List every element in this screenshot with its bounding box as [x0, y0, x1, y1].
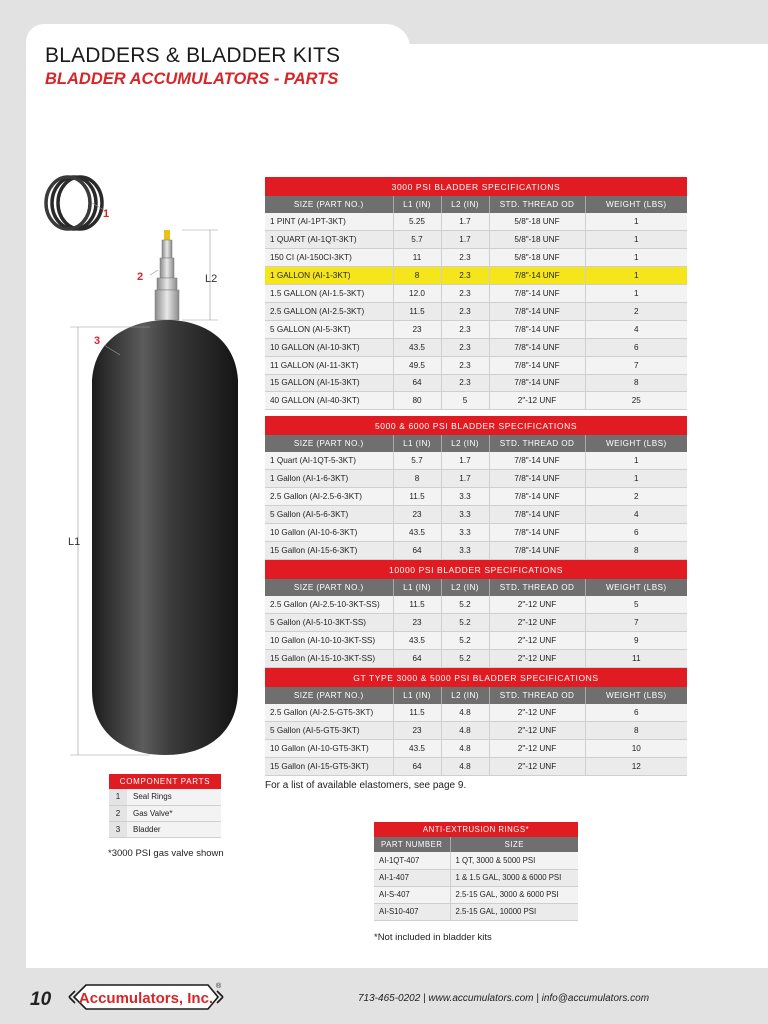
- table-cell: 4.8: [441, 704, 489, 722]
- table-cell: 10 Gallon (AI-10-6-3KT): [265, 524, 393, 542]
- column-header: SIZE: [450, 837, 578, 852]
- table-cell: 2"-12 UNF: [489, 632, 585, 650]
- table-row: [265, 374, 687, 392]
- table-cell: 5.25: [393, 213, 441, 231]
- spec-table-title: GT TYPE 3000 & 5000 PSI BLADDER SPECIFICATIONS: [265, 668, 687, 687]
- table-row: [265, 356, 687, 374]
- page-title: BLADDERS & BLADDER KITS: [45, 44, 341, 67]
- table-cell: 7/8"-14 UNF: [489, 374, 585, 392]
- table-row: [265, 452, 687, 470]
- table-cell: 7/8"-14 UNF: [489, 356, 585, 374]
- table-cell: 1 PINT (AI-1PT-3KT): [265, 213, 393, 231]
- column-header: L1 (IN): [393, 579, 441, 596]
- spec-table-title: 5000 & 6000 PSI BLADDER SPECIFICATIONS: [265, 416, 687, 435]
- component-parts-title: COMPONENT PARTS: [109, 774, 221, 789]
- table-row: [265, 704, 687, 722]
- table-cell: 1.7: [441, 470, 489, 488]
- table-cell: 7/8"-14 UNF: [489, 302, 585, 320]
- table-row: [265, 650, 687, 668]
- table-cell: 1.5 GALLON (AI-1.5-3KT): [265, 285, 393, 303]
- callout-2: 2: [137, 271, 144, 283]
- table-cell: 64: [393, 541, 441, 559]
- bladder-icon: [92, 320, 238, 755]
- table-row: [265, 596, 687, 614]
- table-cell: 5/8"-18 UNF: [489, 213, 585, 231]
- table-cell: 5/8"-18 UNF: [489, 231, 585, 249]
- table-cell: 64: [393, 374, 441, 392]
- part-number-cell: AI-S10-407: [374, 903, 450, 920]
- table-cell: 64: [393, 758, 441, 776]
- registered-mark: ®: [216, 983, 222, 990]
- table-cell: 7: [585, 356, 687, 374]
- table-cell: 12: [585, 758, 687, 776]
- table-cell: 2.3: [441, 320, 489, 338]
- table-cell: 8: [585, 374, 687, 392]
- table-cell: 150 CI (AI-150CI-3KT): [265, 249, 393, 267]
- table-cell: 5 GALLON (AI-5-3KT): [265, 320, 393, 338]
- table-cell: 2.5 Gallon (AI-2.5-6-3KT): [265, 488, 393, 506]
- table-cell: 4: [585, 506, 687, 524]
- table-cell: 7/8"-14 UNF: [489, 506, 585, 524]
- table-row: [374, 903, 578, 920]
- table-cell: 15 GALLON (AI-15-3KT): [265, 374, 393, 392]
- table-cell: 5 Gallon (AI-5-GT5-3KT): [265, 722, 393, 740]
- table-cell: 2.5 Gallon (AI-2.5-10-3KT-SS): [265, 596, 393, 614]
- table-cell: 4.8: [441, 740, 489, 758]
- table-row: [265, 392, 687, 410]
- table-cell: 2.3: [441, 356, 489, 374]
- table-cell: 3.3: [441, 541, 489, 559]
- component-label: Bladder: [127, 821, 221, 837]
- table-cell: 6: [585, 338, 687, 356]
- component-label: Gas Valve*: [127, 805, 221, 821]
- table-cell: 1.7: [441, 231, 489, 249]
- table-cell: 43.5: [393, 524, 441, 542]
- table-cell: 2.3: [441, 338, 489, 356]
- table-cell: 8: [585, 541, 687, 559]
- table-cell: 1: [585, 285, 687, 303]
- table-cell: 43.5: [393, 740, 441, 758]
- table-row: [265, 231, 687, 249]
- table-cell: 8: [393, 470, 441, 488]
- spec-table-title: 10000 PSI BLADDER SPECIFICATIONS: [265, 560, 687, 579]
- table-cell: 7/8"-14 UNF: [489, 267, 585, 285]
- table-cell: 11.5: [393, 488, 441, 506]
- table-cell: 5 Gallon (AI-5-6-3KT): [265, 506, 393, 524]
- dim-label-l1: L1: [68, 536, 81, 548]
- table-cell: 2.3: [441, 302, 489, 320]
- table-cell: 5.2: [441, 632, 489, 650]
- table-cell: 10 Gallon (AI-10-10-3KT-SS): [265, 632, 393, 650]
- table-cell: 40 GALLON (AI-40-3KT): [265, 392, 393, 410]
- table-cell: 5.2: [441, 650, 489, 668]
- table-row: [265, 320, 687, 338]
- table-cell: 2: [585, 302, 687, 320]
- footer-contact: 713-465-0202 | www.accumulators.com | info@accumulators.com: [358, 993, 650, 1004]
- anti-extrusion-table: [374, 822, 578, 921]
- table-cell: 7/8"-14 UNF: [489, 452, 585, 470]
- callout-1: 1: [103, 208, 110, 220]
- column-header: L2 (IN): [441, 196, 489, 213]
- table-cell: 1: [585, 452, 687, 470]
- column-header: L1 (IN): [393, 196, 441, 213]
- table-cell: 43.5: [393, 338, 441, 356]
- table-cell: 3.3: [441, 488, 489, 506]
- table-row: [265, 267, 687, 285]
- table-cell: 11: [585, 650, 687, 668]
- logo-text: Accumulators, Inc.: [78, 990, 214, 1007]
- table-cell: 9: [585, 632, 687, 650]
- table-cell: 64: [393, 650, 441, 668]
- column-header: STD. THREAD OD: [489, 579, 585, 596]
- component-num: 2: [109, 805, 127, 821]
- table-cell: 1 GALLON (AI-1-3KT): [265, 267, 393, 285]
- table-cell: 4.8: [441, 722, 489, 740]
- table-cell: 11.5: [393, 302, 441, 320]
- table-cell: 7/8"-14 UNF: [489, 320, 585, 338]
- table-cell: 5: [585, 596, 687, 614]
- table-cell: 11 GALLON (AI-11-3KT): [265, 356, 393, 374]
- spec-table: [265, 177, 687, 410]
- table-cell: 6: [585, 704, 687, 722]
- table-cell: 2"-12 UNF: [489, 740, 585, 758]
- table-cell: 10: [585, 740, 687, 758]
- table-cell: 5.2: [441, 596, 489, 614]
- table-cell: 5: [441, 392, 489, 410]
- table-cell: 2"-12 UNF: [489, 650, 585, 668]
- table-cell: 2.5 Gallon (AI-2.5-GT5-3KT): [265, 704, 393, 722]
- table-cell: 6: [585, 524, 687, 542]
- table-cell: 8: [393, 267, 441, 285]
- page-subtitle: BLADDER ACCUMULATORS - PARTS: [45, 70, 339, 88]
- table-row: [109, 805, 221, 821]
- table-row: [374, 886, 578, 903]
- table-cell: 3.3: [441, 524, 489, 542]
- size-cell: 2.5-15 GAL, 3000 & 6000 PSI: [450, 886, 578, 903]
- table-cell: 7/8"-14 UNF: [489, 470, 585, 488]
- table-cell: 1.7: [441, 452, 489, 470]
- table-cell: 2"-12 UNF: [489, 758, 585, 776]
- table-cell: 1: [585, 213, 687, 231]
- table-cell: 2.3: [441, 285, 489, 303]
- table-row: [265, 524, 687, 542]
- column-header: WEIGHT (LBS): [585, 196, 687, 213]
- table-cell: 15 Gallon (AI-15-10-3KT-SS): [265, 650, 393, 668]
- table-cell: 23: [393, 506, 441, 524]
- table-cell: 49.5: [393, 356, 441, 374]
- table-row: [265, 541, 687, 559]
- table-cell: 80: [393, 392, 441, 410]
- component-num: 3: [109, 821, 127, 837]
- table-cell: 10 Gallon (AI-10-GT5-3KT): [265, 740, 393, 758]
- dim-label-l2: L2: [205, 273, 218, 285]
- company-logo: [66, 980, 226, 1014]
- table-cell: 11: [393, 249, 441, 267]
- table-cell: 1: [585, 267, 687, 285]
- column-header: L2 (IN): [441, 579, 489, 596]
- column-header: L1 (IN): [393, 687, 441, 704]
- table-cell: 7/8"-14 UNF: [489, 541, 585, 559]
- bladder-diagram: [30, 170, 265, 770]
- table-cell: 2: [585, 488, 687, 506]
- table-cell: 1 Quart (AI-1QT-5-3KT): [265, 452, 393, 470]
- table-row: [265, 470, 687, 488]
- table-cell: 2"-12 UNF: [489, 704, 585, 722]
- size-cell: 2.5-15 GAL, 10000 PSI: [450, 903, 578, 920]
- table-cell: 3.3: [441, 506, 489, 524]
- table-cell: 5.2: [441, 614, 489, 632]
- table-cell: 8: [585, 722, 687, 740]
- table-cell: 2.3: [441, 374, 489, 392]
- table-row: [265, 488, 687, 506]
- spec-table: [265, 668, 687, 776]
- table-cell: 2"-12 UNF: [489, 596, 585, 614]
- spec-table: [265, 560, 687, 668]
- table-cell: 23: [393, 722, 441, 740]
- table-cell: 5 Gallon (AI-5-10-3KT-SS): [265, 614, 393, 632]
- table-row: [109, 789, 221, 805]
- callout-3: 3: [94, 335, 101, 347]
- column-header: SIZE (PART NO.): [265, 579, 393, 596]
- table-cell: 7/8"-14 UNF: [489, 285, 585, 303]
- table-cell: 11.5: [393, 704, 441, 722]
- part-number-cell: AI-1-407: [374, 869, 450, 886]
- table-cell: 4.8: [441, 758, 489, 776]
- table-row: [265, 740, 687, 758]
- table-cell: 2.3: [441, 267, 489, 285]
- gas-valve-note: *3000 PSI gas valve shown: [108, 848, 224, 859]
- table-cell: 12.0: [393, 285, 441, 303]
- part-number-cell: AI-1QT-407: [374, 852, 450, 869]
- part-number-cell: AI-S-407: [374, 886, 450, 903]
- column-header: STD. THREAD OD: [489, 435, 585, 452]
- table-cell: 25: [585, 392, 687, 410]
- table-cell: 5/8"-18 UNF: [489, 249, 585, 267]
- table-row: [109, 821, 221, 837]
- seal-rings-icon: [46, 177, 102, 229]
- component-parts-table: [109, 774, 221, 838]
- kit-note: *Not included in bladder kits: [374, 932, 492, 943]
- table-row: [265, 614, 687, 632]
- table-cell: 2"-12 UNF: [489, 392, 585, 410]
- spec-table: [265, 416, 687, 560]
- elastomer-note: For a list of available elastomers, see page 9.: [265, 780, 467, 791]
- table-cell: 7/8"-14 UNF: [489, 338, 585, 356]
- table-row: [265, 632, 687, 650]
- column-header: SIZE (PART NO.): [265, 435, 393, 452]
- table-row: [374, 852, 578, 869]
- table-cell: 11.5: [393, 596, 441, 614]
- table-row: [265, 506, 687, 524]
- column-header: L2 (IN): [441, 687, 489, 704]
- size-cell: 1 & 1.5 GAL, 3000 & 6000 PSI: [450, 869, 578, 886]
- table-cell: 5.7: [393, 231, 441, 249]
- table-cell: 2.3: [441, 249, 489, 267]
- table-cell: 23: [393, 320, 441, 338]
- table-cell: 23: [393, 614, 441, 632]
- table-cell: 15 Gallon (AI-15-6-3KT): [265, 541, 393, 559]
- table-cell: 2"-12 UNF: [489, 614, 585, 632]
- component-label: Seal Rings: [127, 789, 221, 805]
- table-row: [374, 869, 578, 886]
- column-header: WEIGHT (LBS): [585, 579, 687, 596]
- table-cell: 7/8"-14 UNF: [489, 524, 585, 542]
- table-cell: 1: [585, 231, 687, 249]
- table-cell: 1: [585, 470, 687, 488]
- table-row: [265, 213, 687, 231]
- table-cell: 15 Gallon (AI-15-GT5-3KT): [265, 758, 393, 776]
- table-row: [265, 249, 687, 267]
- page-number: 10: [30, 989, 52, 1010]
- table-cell: 2"-12 UNF: [489, 722, 585, 740]
- table-cell: 43.5: [393, 632, 441, 650]
- table-cell: 7/8"-14 UNF: [489, 488, 585, 506]
- column-header: PART NUMBER: [374, 837, 450, 852]
- table-cell: 2.5 GALLON (AI-2.5-3KT): [265, 302, 393, 320]
- column-header: SIZE (PART NO.): [265, 687, 393, 704]
- table-cell: 1 Gallon (AI-1-6-3KT): [265, 470, 393, 488]
- table-cell: 1: [585, 249, 687, 267]
- column-header: L1 (IN): [393, 435, 441, 452]
- gas-valve-icon: [155, 230, 179, 320]
- column-header: STD. THREAD OD: [489, 687, 585, 704]
- table-cell: 5.7: [393, 452, 441, 470]
- table-cell: 4: [585, 320, 687, 338]
- table-row: [265, 758, 687, 776]
- column-header: WEIGHT (LBS): [585, 435, 687, 452]
- size-cell: 1 QT, 3000 & 5000 PSI: [450, 852, 578, 869]
- column-header: WEIGHT (LBS): [585, 687, 687, 704]
- table-cell: 1.7: [441, 213, 489, 231]
- table-row: [265, 722, 687, 740]
- table-row: [265, 302, 687, 320]
- table-cell: 10 GALLON (AI-10-3KT): [265, 338, 393, 356]
- anti-extrusion-title: ANTI-EXTRUSION RINGS*: [374, 822, 578, 837]
- column-header: SIZE (PART NO.): [265, 196, 393, 213]
- component-num: 1: [109, 789, 127, 805]
- table-cell: 1 QUART (AI-1QT-3KT): [265, 231, 393, 249]
- column-header: STD. THREAD OD: [489, 196, 585, 213]
- table-cell: 7: [585, 614, 687, 632]
- spec-table-title: 3000 PSI BLADDER SPECIFICATIONS: [265, 177, 687, 196]
- table-row: [265, 285, 687, 303]
- table-row: [265, 338, 687, 356]
- column-header: L2 (IN): [441, 435, 489, 452]
